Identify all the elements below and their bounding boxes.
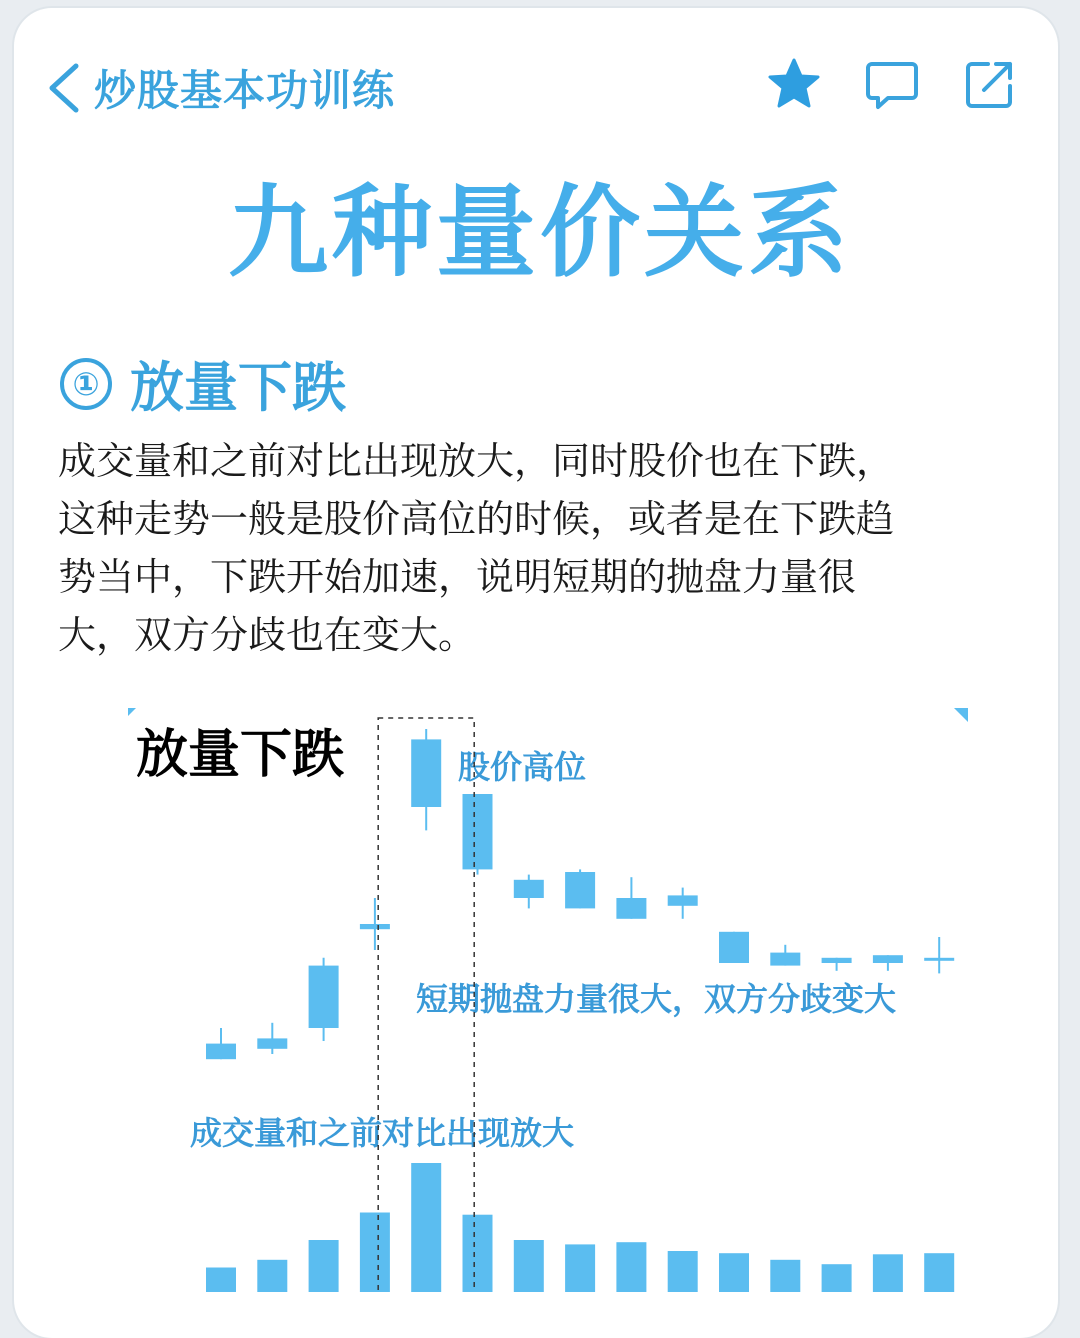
comment-icon [864, 56, 920, 112]
share-icon [962, 56, 1018, 112]
favorite-button[interactable] [766, 56, 822, 112]
page-title: 九种量价关系 [228, 174, 852, 291]
share-button[interactable] [962, 56, 1018, 112]
nav-actions [766, 56, 1018, 112]
star-icon [766, 56, 822, 112]
section-heading [60, 345, 346, 422]
section-number: ① [60, 358, 112, 410]
chart-title: 放量下跌 [136, 724, 345, 785]
annotation-high: 股价高位 [458, 748, 587, 786]
annotation-volume: 成交量和之前对比出现放大 [190, 1114, 575, 1152]
back-button[interactable] [44, 48, 395, 128]
comment-button[interactable] [864, 56, 920, 112]
annotation-selling: 短期抛盘力量很大，双方分歧变大 [416, 980, 897, 1018]
nav-bar [14, 48, 1058, 128]
nav-title: 炒股基本功训练 [94, 66, 396, 115]
chevron-left-icon [44, 60, 84, 116]
section-body: 成交量和之前对比出现放大，同时股价也在下跌， 这种走势一般是股价高位的时候，或者是在下跌趋 势当中，下跌开始加速，说明短期的抛盘力量很 大，双方分歧也在变大。 [58, 439, 895, 657]
section-title: 放量下跌 [130, 356, 346, 419]
